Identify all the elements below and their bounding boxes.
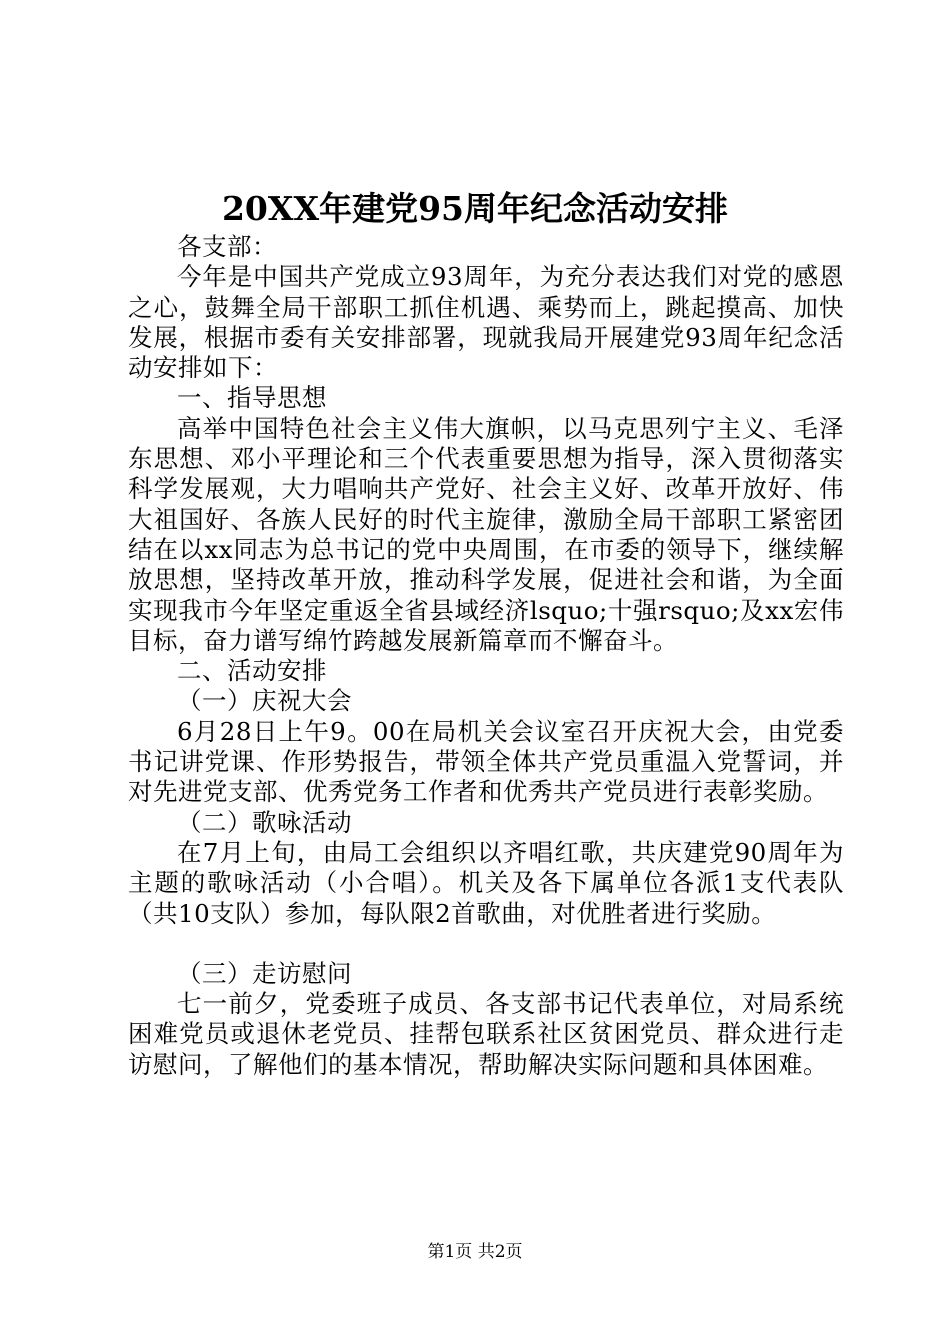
subheading-visits: （三）走访慰问: [177, 958, 352, 988]
intro-paragraph: 今年是中国共产党成立93周年，为充分表达我们对党的感恩之心，鼓舞全局干部职工抓住机遇、乘势而上，跳起摸高、加快发展，根据市委有关安排部署，现就我局开展建党93周年纪念活动安排如下：: [128, 262, 844, 383]
salutation: 各支部：: [177, 232, 277, 261]
subheading-celebration: （一）庆祝大会: [177, 686, 352, 716]
visits-paragraph: 七一前夕，党委班子成员、各支部书记代表单位，对局系统困难党员或退休老党员、挂帮包联系社区贫困党员、群众进行走访慰问，了解他们的基本情况，帮助解决实际问题和具体困难。: [128, 989, 844, 1079]
singing-paragraph: 在7月上旬，由局工会组织以齐唱红歌，共庆建党90周年为主题的歌咏活动（小合唱）。机关及各下属单位各派1支代表队（共10支队）参加，每队限2首歌曲，对优胜者进行奖励。: [128, 837, 844, 928]
document-body: [128, 232, 844, 1080]
document-title: 20XX年建党95周年纪念活动安排: [221, 189, 729, 228]
page-footer: 第1页 共2页: [427, 1242, 523, 1262]
guiding-thought-paragraph: 高举中国特色社会主义伟大旗帜，以马克思列宁主义、毛泽东思想、邓小平理论和三个代表重要思想为指导，深入贯彻落实科学发展观，大力唱响共产党好、社会主义好、改革开放好、伟大祖国好、各族人民好的时代主旋律，激励全局干部职工紧密团结在以xx同志为总书记的党中央周围，在市委的领导下，继续解放思想，坚持改革开放，推动科学发展，促进社会和谐，为全面实现我市今年坚定重返全省县域经济lsquo;十强rsquo;及xx宏伟目标，奋力谱写绵竹跨越发展新篇章而不懈奋斗。: [128, 413, 844, 655]
celebration-paragraph: 6月28日上午9。00在局机关会议室召开庆祝大会，由党委书记讲党课、作形势报告，带领全体共产党员重温入党誓词，并对先进党支部、优秀党务工作者和优秀共产党员进行表彰奖励。: [128, 716, 844, 807]
section-heading-guiding-thought: 一、指导思想: [177, 383, 327, 413]
subheading-singing: （二）歌咏活动: [177, 807, 352, 837]
section-heading-activities: 二、活动安排: [177, 656, 327, 686]
